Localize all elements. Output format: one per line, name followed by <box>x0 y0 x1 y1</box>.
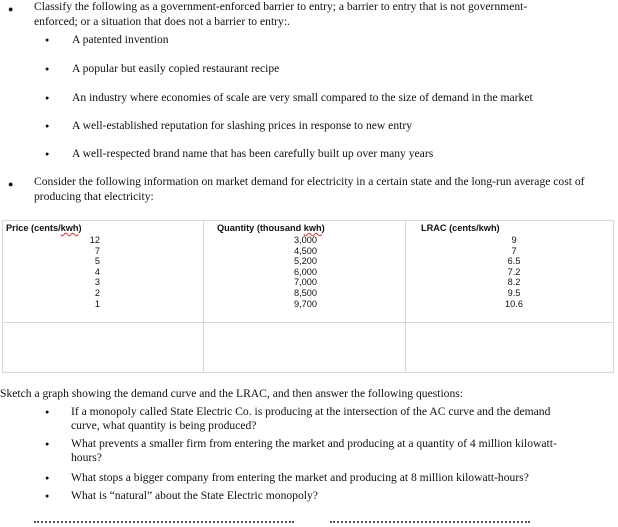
quantity-value: 9,700 <box>294 298 317 309</box>
price-column-cell <box>3 221 204 323</box>
quantity-value: 3,000 <box>294 235 317 245</box>
question-2-line2: hours? <box>71 451 102 464</box>
lrac-value: 6.5 <box>507 256 521 267</box>
sub-bullet-marker: ● <box>45 474 50 482</box>
lrac-value: 9.5 <box>507 287 521 298</box>
price-value: 2 <box>94 287 100 298</box>
quantity-value: 4,500 <box>294 245 317 256</box>
sub-bullet-marker: ● <box>45 65 50 73</box>
question-2-line1: What prevents a smaller firm from entering the market and producing at a quantity of 4 million kilowatt- <box>71 437 557 450</box>
question-3: What stops a bigger company from entering the market and producing at 8 million kilowatt-hours? <box>71 471 529 484</box>
bullet-marker: ● <box>8 4 14 14</box>
lrac-value: 10.6 <box>505 298 523 309</box>
lrac-value: 7 <box>511 245 517 256</box>
lrac-values <box>494 235 534 309</box>
electricity-data-table <box>2 220 614 373</box>
lrac-value: 8.2 <box>507 277 521 288</box>
section1-item-2: A popular but easily copied restaurant recipe <box>72 62 280 75</box>
section1-item-5: A well-respected brand name that has been carefully built up over many years <box>72 147 434 160</box>
sub-bullet-marker: ● <box>45 408 50 416</box>
lrac-column-cell <box>406 221 614 323</box>
quantity-header: Quantity (thousand kwh) <box>217 223 325 233</box>
quantity-value: 5,200 <box>294 256 317 267</box>
question-1-line1: If a monopoly called State Electric Co. is producing at the intersection of the AC curve and the demand <box>71 405 551 418</box>
sub-bullet-marker: ● <box>45 150 50 158</box>
lrac-header: LRAC (cents/kwh) <box>421 223 500 233</box>
sub-bullet-marker: ● <box>45 122 50 130</box>
quantity-value: 8,500 <box>294 287 317 298</box>
price-value: 12 <box>89 235 100 245</box>
price-value: 1 <box>94 298 100 309</box>
section1-prompt-line2: enforced; or a situation that does not a barrier to entry:. <box>34 15 290 28</box>
section2-prompt-line2: producing that electricity: <box>34 190 154 203</box>
section1-item-3: An industry where economies of scale are very small compared to the size of demand in the market <box>72 91 533 104</box>
section1-prompt-line1: Classify the following as a government-enforced barrier to entry; a barrier to entry that is not government- <box>34 0 528 13</box>
lrac-value: 7.2 <box>507 266 521 277</box>
section3-prompt: Sketch a graph showing the demand curve and the LRAC, and then answer the following questions: <box>0 387 464 400</box>
section2-prompt-line1: Consider the following information on market demand for electricity in a certain state and the long-run average cost of <box>34 175 585 188</box>
sub-bullet-marker: ● <box>45 492 50 500</box>
quantity-column-cell <box>204 221 406 323</box>
price-value: 4 <box>94 266 100 277</box>
question-1-line2: curve, what quantity is being produced? <box>71 419 257 432</box>
price-value: 5 <box>94 256 100 267</box>
quantity-values <box>294 235 317 309</box>
price-header: Price (cents/kwh) <box>6 223 82 233</box>
price-value: 7 <box>94 245 100 256</box>
sub-bullet-marker: ● <box>45 36 50 44</box>
section1-item-1: A patented invention <box>72 33 169 46</box>
section1-item-4: A well-established reputation for slashing prices in response to new entry <box>72 119 412 132</box>
bullet-marker: ● <box>8 179 14 189</box>
quantity-value: 7,000 <box>294 277 317 288</box>
question-4: What is “natural” about the State Electric monopoly? <box>71 489 318 502</box>
lrac-value: 9 <box>511 235 517 245</box>
sub-bullet-marker: ● <box>45 94 50 102</box>
empty-cell <box>3 323 204 373</box>
empty-cell <box>204 323 406 373</box>
sub-bullet-marker: ● <box>45 440 50 448</box>
price-value: 3 <box>94 277 100 288</box>
price-values <box>90 235 100 309</box>
quantity-value: 6,000 <box>294 266 317 277</box>
empty-cell <box>406 323 614 373</box>
